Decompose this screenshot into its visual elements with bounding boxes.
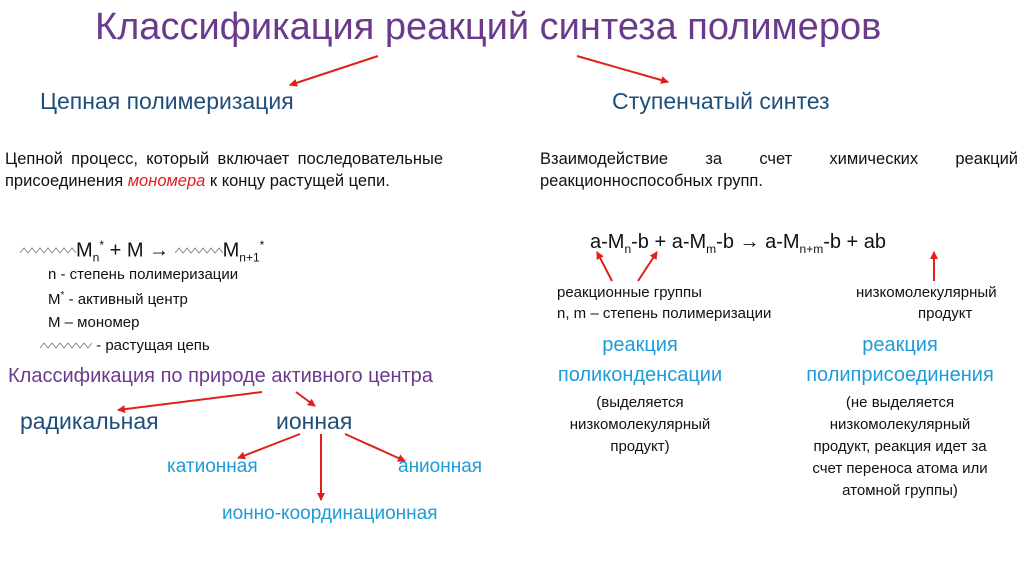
legend-monomer: M – мономер — [48, 314, 140, 331]
polyaddition-note-1: (не выделяется — [845, 394, 955, 411]
polyaddition-title-2: полиприсоединения — [806, 364, 994, 386]
polycondensation-note-2: низкомолекулярный — [569, 416, 711, 433]
radical-label: радикальная — [20, 408, 159, 434]
low-mw-product-line1: низкомолекулярный — [856, 284, 997, 301]
arrow-to-anionic — [345, 434, 405, 461]
polyaddition-note-4: счет переноса атома или — [812, 460, 988, 477]
eq-sub3: n+m — [799, 242, 824, 256]
polycondensation-title-2: поликонденсации — [557, 364, 723, 386]
eq-plus-m: + M → — [104, 239, 175, 262]
eq-sub1: n — [624, 242, 632, 256]
polyaddition-note-3: продукт, реакция идет за — [813, 438, 987, 455]
eq-sub2: m — [706, 242, 717, 256]
page-title: Классификация реакций синтеза полимеров — [95, 6, 882, 48]
eq-part1: a-M — [590, 231, 625, 253]
active-center-heading: Классификация по природе активного центра — [8, 365, 433, 387]
polycondensation-note-3: продукт) — [610, 438, 670, 455]
arrow-group-a — [597, 252, 612, 281]
polyaddition-note-5: атомной группы) — [842, 482, 958, 499]
eq-m1-sub: n — [92, 250, 100, 265]
arrow-title-to-step — [577, 56, 668, 82]
legend-n: n - степень полимеризации — [48, 266, 239, 283]
low-mw-product-line2: продукт — [918, 305, 973, 322]
legend-active-sup: * — [60, 290, 65, 301]
eq-m2-sub: n+1 — [239, 250, 260, 265]
reactive-groups-label: реакционные группы — [557, 284, 702, 301]
eq-m2: M — [222, 239, 240, 262]
chain-description-text2: к концу растущей цепи. — [205, 172, 390, 190]
legend-active-m: M — [48, 291, 61, 308]
eq-part2: -b + a-M — [631, 231, 707, 253]
chain-polymerization-heading: Цепная полимеризация — [40, 88, 294, 114]
ionic-label: ионная — [276, 408, 353, 434]
eq-m1: M — [76, 239, 93, 262]
arrow-to-ionic — [296, 392, 315, 406]
legend-growing-text: - растущая цепь — [96, 337, 210, 354]
monomer-highlight: мономера — [127, 172, 206, 190]
eq-part4: -b + ab — [823, 231, 887, 253]
eq-part3: -b → a-M — [716, 231, 800, 253]
polyaddition-title-1: реакция — [862, 334, 938, 356]
legend-active-rest: - активный центр — [64, 291, 188, 308]
arrow-to-cationic — [238, 434, 300, 458]
eq-m1-sup: * — [99, 238, 105, 252]
coordination-label: ионно-координационная — [222, 503, 438, 524]
arrow-title-to-chain — [290, 56, 378, 85]
arrow-group-b — [638, 252, 657, 281]
polycondensation-title-1: реакция — [602, 334, 678, 356]
step-description: Взаимодействие за счет химических реакций реакционноспособных групп. — [540, 150, 1018, 190]
polyaddition-note-2: низкомолекулярный — [829, 416, 971, 433]
step-synthesis-heading: Ступенчатый синтез — [612, 88, 830, 114]
polycondensation-note-1: (выделяется — [596, 394, 684, 411]
anionic-label: анионная — [398, 456, 483, 477]
eq-m2-sup: * — [259, 238, 265, 252]
arrow-to-radical — [118, 392, 262, 410]
cationic-label: катионная — [167, 456, 258, 477]
chain-description-text1: Цепной процесс, который включает последовательные присоединения — [5, 150, 443, 190]
degree-polymerization-label: n, m – степень полимеризации — [557, 305, 772, 322]
